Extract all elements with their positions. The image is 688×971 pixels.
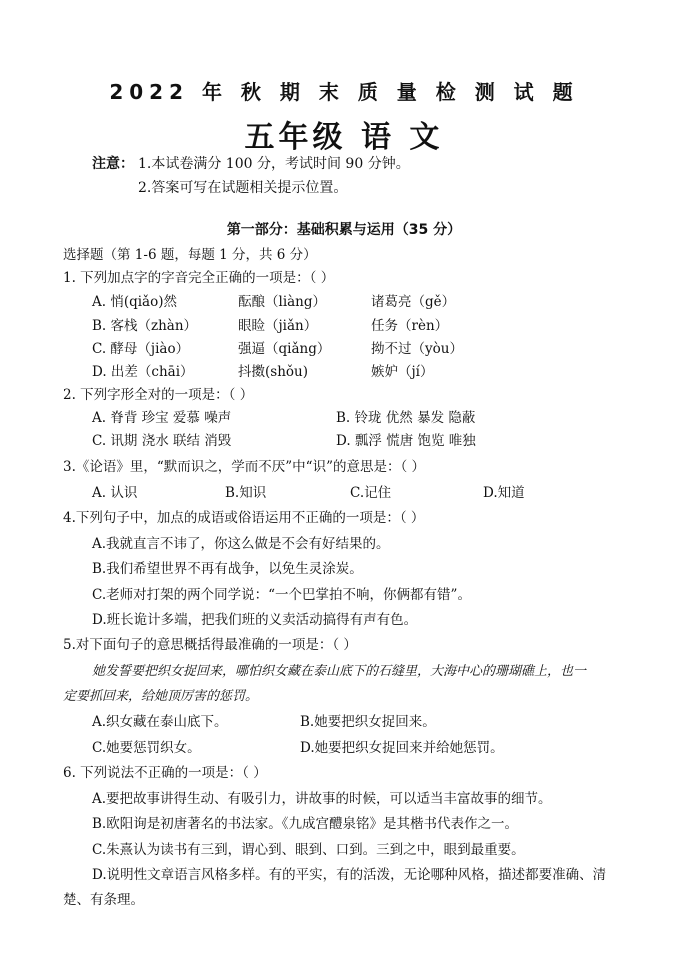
q6-option-a: A.要把故事讲得生动、有吸引力，讲故事的时候，可以适当丰富故事的细节。 (92, 791, 552, 807)
part1-heading: 第一部分：基础积累与运用（35 分） (226, 222, 462, 238)
q1-d-3: 嫉妒（jí） (371, 364, 434, 380)
q2-option-b: B. 铃珑 优然 暴发 隐蔽 (336, 410, 476, 426)
q5-passage-line-2: 定要抓回来，给她顶厉害的惩罚。 (63, 689, 259, 704)
q1-a-3: 诸葛亮（gě） (371, 294, 456, 310)
exam-title: 2022 年 秋 期 末 质 量 检 测 试 题 (109, 80, 579, 104)
q6-option-d-line-2: 楚、有条理。 (63, 892, 144, 908)
exam-subtitle: 五年级 语 文 (244, 120, 444, 155)
q5-stem: 5.对下面句子的意思概括得最准确的一项是：（ ） (63, 637, 357, 653)
notice-line-1: 1.本试卷满分 100 分，考试时间 90 分钟。 (138, 156, 410, 172)
q2-option-d: D. 瓢浮 慌唐 饱览 唯独 (336, 433, 476, 449)
q1-stem: 1. 下列加点字的字音完全正确的一项是：（ ） (63, 270, 335, 286)
q1-d-1: D. 出差（chāi） (92, 364, 194, 380)
q1-b-3: 任务（rèn） (371, 318, 449, 334)
q3-stem: 3.《论语》里，“默而识之，学而不厌”中“识”的意思是：（ ） (63, 459, 426, 475)
q1-b-2: 眼睑（jiǎn） (238, 318, 318, 334)
q2-option-a: A. 脊背 珍宝 爱慕 噪声 (92, 410, 232, 426)
q4-option-d: D.班长诡计多端，把我们班的义卖活动搞得有声有色。 (92, 612, 418, 628)
q1-a-2: 酝酿（liàng） (238, 294, 327, 310)
q4-option-a: A.我就直言不讳了，你这么做是不会有好结果的。 (92, 536, 390, 552)
q6-option-d-line-1: D.说明性文章语言风格多样。有的平实，有的活泼，无论哪种风格，描述都要准确、清 (92, 867, 607, 883)
q2-option-c: C. 讯期 浇水 联结 消毁 (92, 433, 232, 449)
q1-c-3: 拗不过（yòu） (371, 341, 463, 357)
q3-option-b: B.知识 (225, 485, 267, 501)
q3-option-c: C.记住 (350, 485, 392, 501)
q1-d-2: 抖擞(shǒu) (238, 364, 308, 380)
q3-option-d: D.知道 (483, 485, 525, 501)
notice-line-2: 2.答案可写在试题相关提示位置。 (138, 180, 348, 196)
section-heading: 选择题（第 1-6 题，每题 1 分，共 6 分） (63, 247, 317, 263)
q6-option-b: B.欧阳询是初唐著名的书法家。《九成宫醴泉铭》是其楷书代表作之一。 (92, 816, 518, 832)
q5-option-b: B.她要把织女捉回来。 (300, 714, 436, 730)
q1-c-2: 强逼（qiǎng） (238, 341, 331, 357)
q6-option-c: C.朱熹认为读书有三到，谓心到、眼到、口到。三到之中，眼到最重要。 (92, 842, 525, 858)
q1-c-1: C. 酵母（jiào） (92, 341, 190, 357)
q1-a-1: A. 悄(qiǎo)然 (92, 294, 178, 310)
q5-option-c: C.她要惩罚织女。 (92, 740, 201, 756)
q2-stem: 2. 下列字形全对的一项是：（ ） (63, 387, 254, 403)
q4-option-c: C.老师对打架的两个同学说：“一个巴掌拍不响，你俩都有错”。 (92, 587, 471, 603)
q5-option-a: A.织女藏在泰山底下。 (92, 714, 228, 730)
q5-option-d: D.她要把织女捉回来并给她惩罚。 (300, 740, 504, 756)
q4-stem: 4.下列句子中，加点的成语或俗语运用不正确的一项是：（ ） (63, 510, 425, 526)
q5-passage-line-1: 她发誓要把织女捉回来，哪怕织女藏在泰山底下的石缝里，大海中心的珊瑚礁上，也一 (92, 664, 587, 679)
q6-stem: 6. 下列说法不正确的一项是：（ ） (63, 765, 267, 781)
q4-option-b: B.我们希望世界不再有战争，以免生灵涂炭。 (92, 561, 363, 577)
q3-option-a: A. 认识 (92, 485, 138, 501)
q1-b-1: B. 客栈（zhàn） (92, 318, 198, 334)
notice-label: 注意： (92, 156, 134, 172)
